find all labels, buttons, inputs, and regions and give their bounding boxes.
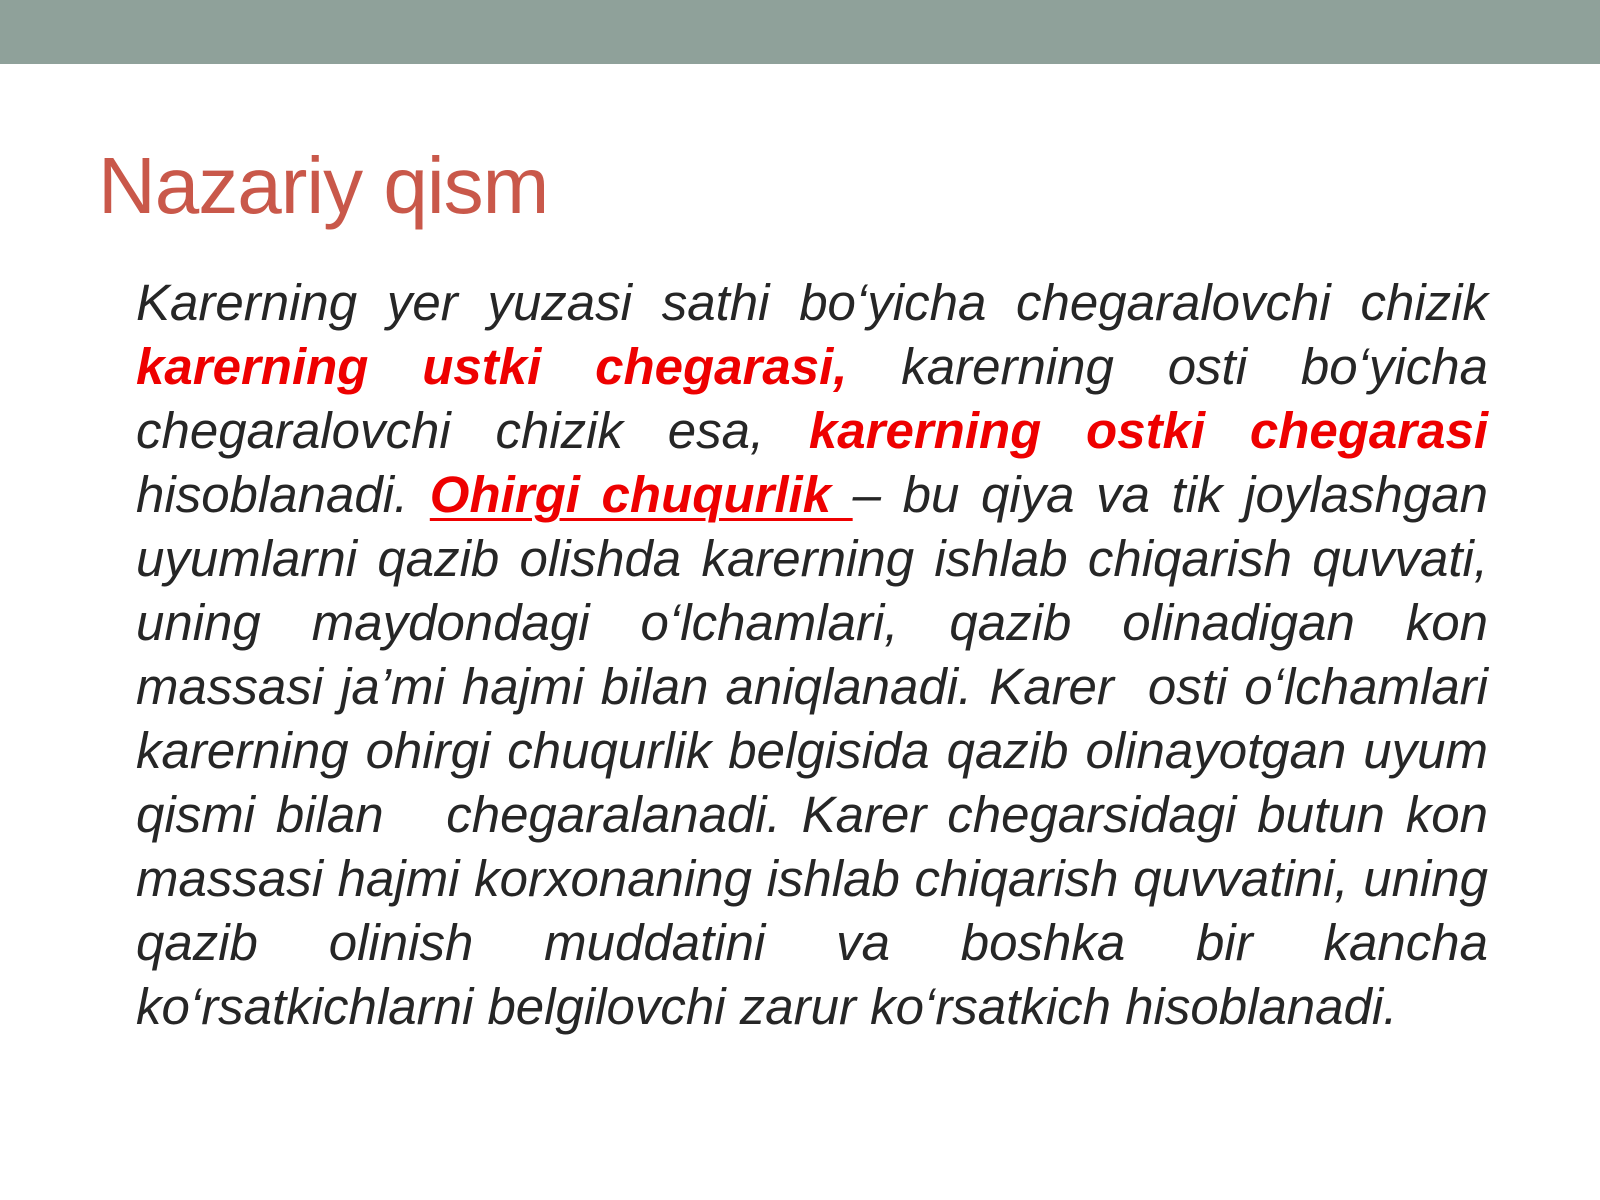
body-text-part-3: hisoblanadi.: [136, 466, 430, 523]
body-paragraph: [136, 271, 1488, 1039]
body-text-part-1: Karerning yer yuzasi sathi bo‘yicha chegaralovchi chizik: [136, 274, 1488, 331]
slide-title: Nazariy qism: [98, 141, 549, 230]
term-lower-boundary: karerning ostki chegarasi: [808, 402, 1488, 459]
top-decorative-band: [0, 0, 1600, 64]
term-final-depth-link[interactable]: Ohirgi chuqurlik: [429, 466, 853, 523]
body-text-part-4: – bu qiya va tik joylashgan uyumlarni qazib olishda karerning ishlab chiqarish quvvati, uning maydondagi o‘lchamlari, qazib olinadigan kon massasi ja’mi hajmi bilan aniqlanadi. Karer osti o‘lchamlari karerning ohirgi chuqurlik belgisida qazib olinayotgan uyum qismi bilan chegaralanadi. Karer chegarsidagi butun kon massasi hajmi korxonaning ishlab chiqarish quvvatini, uning qazib olinish muddatini va boshka bir kancha ko‘rsatkichlarni belgilovchi zarur ko‘rsatkich hisoblanadi.: [136, 466, 1488, 1035]
term-upper-boundary: karerning ustki chegarasi,: [136, 338, 848, 395]
body-text-part-2: karerning osti bo‘yicha chegaralovchi chizik esa,: [136, 338, 1488, 459]
